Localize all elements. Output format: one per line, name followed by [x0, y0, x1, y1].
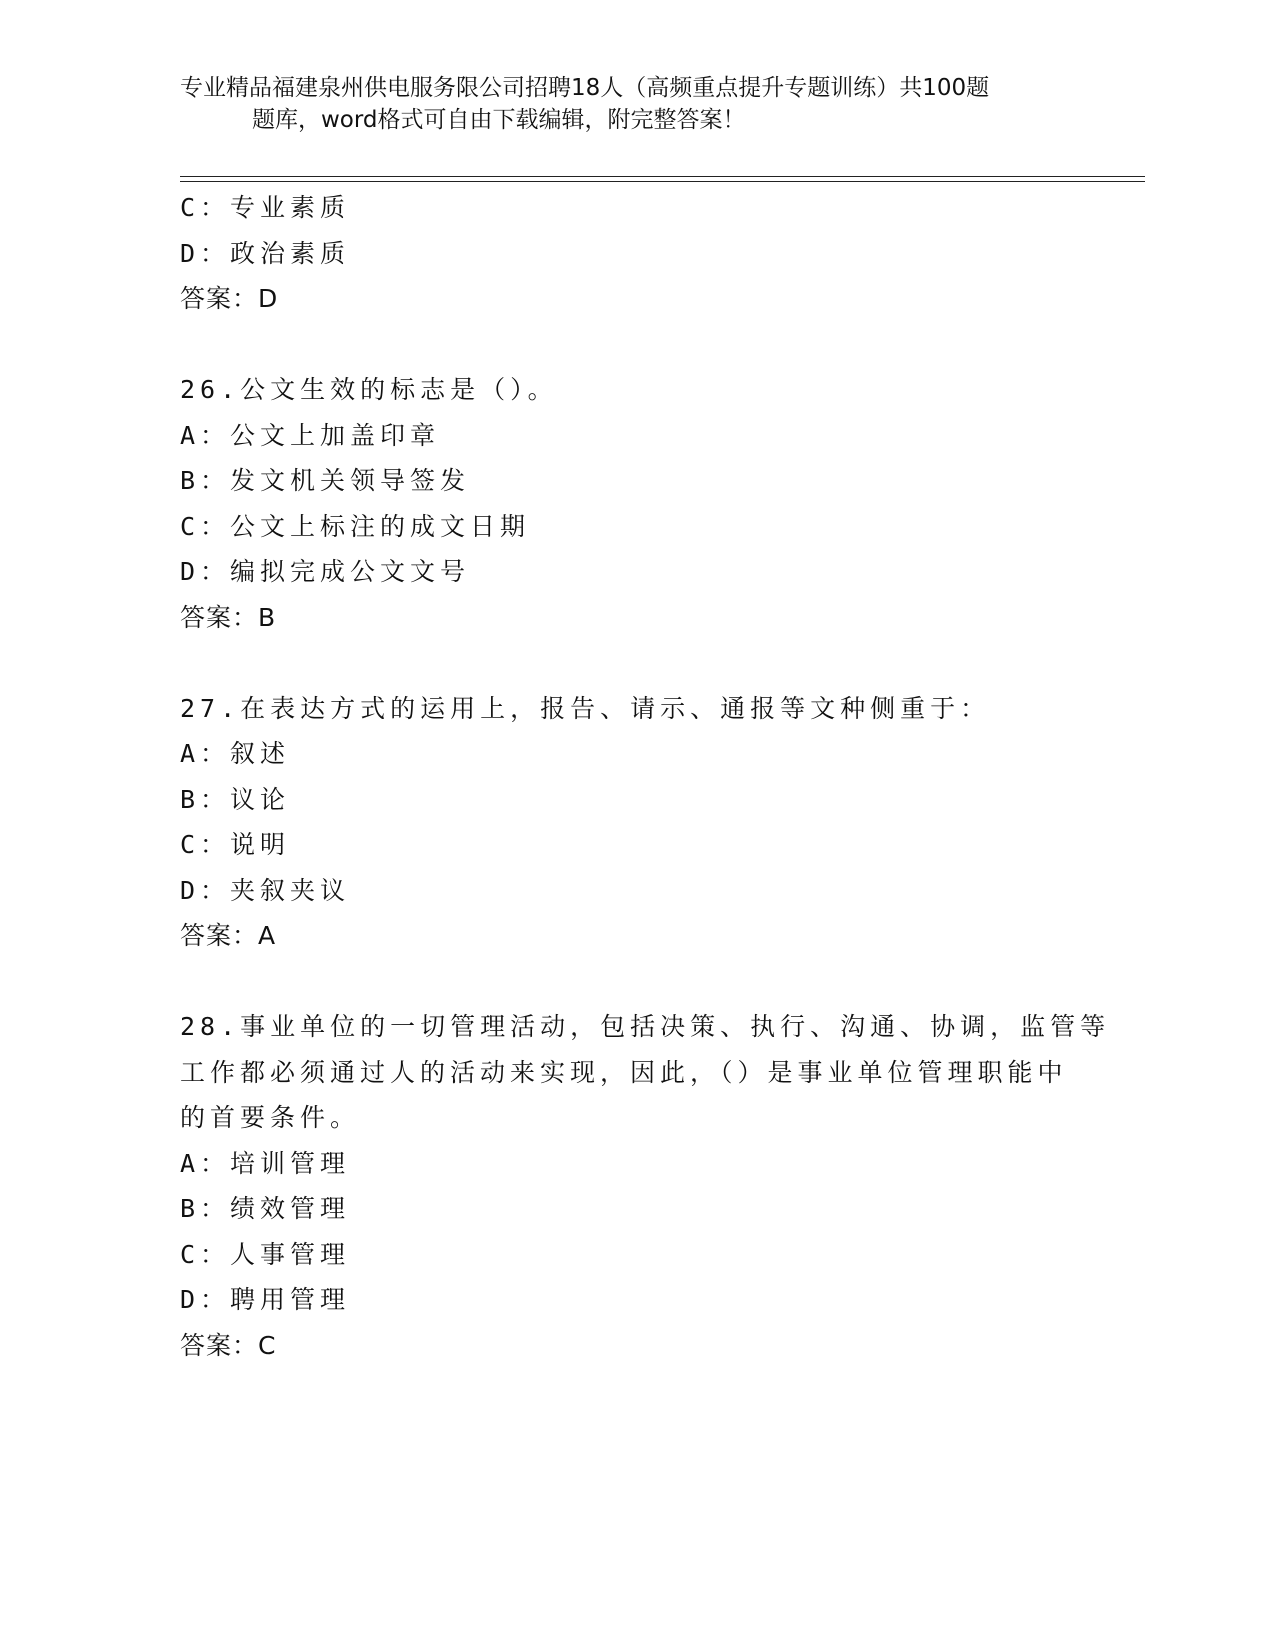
- option-c: C：公文上标注的成文日期: [180, 511, 531, 541]
- option-b: B：绩效管理: [180, 1194, 351, 1223]
- header-divider: [180, 176, 1145, 177]
- question-stem: 28.事业单位的一切管理活动，包括决策、执行、沟通、协调，监管等: [180, 1012, 1111, 1041]
- spacer: [180, 640, 1080, 686]
- header-title-line2: 题库，word格式可自由下载编辑，附完整答案！: [252, 107, 746, 133]
- option-c: C：人事管理: [180, 1239, 351, 1269]
- question-list: [180, 185, 1111, 1368]
- question-stem: 工作都必须通过人的活动来实现，因此，（）是事业单位管理职能中: [180, 1057, 1068, 1087]
- answer-line: 答案：C: [180, 1330, 277, 1360]
- header-divider: [180, 181, 1145, 182]
- option-d: D：政治素质: [180, 238, 351, 268]
- header-title-line1: 专业精品福建泉州供电服务限公司招聘18人（高频重点提升专题训练）共100题: [180, 75, 990, 101]
- question-stem: 27.在表达方式的运用上，报告、请示、通报等文种侧重于：: [180, 693, 991, 723]
- answer-line: 答案：A: [180, 921, 277, 950]
- page-header: [180, 72, 1080, 136]
- option-b: B：发文机关领导签发: [180, 466, 471, 495]
- option-a: A：培训管理: [180, 1148, 351, 1178]
- question-stem: 26.公文生效的标志是（）。: [180, 375, 558, 404]
- option-b: B：议论: [180, 784, 291, 814]
- option-c: C：专业素质: [180, 193, 351, 222]
- question-stem: 的首要条件。: [180, 1103, 361, 1132]
- option-c: C：说明: [180, 830, 291, 859]
- option-d: D：夹叙夹议: [180, 875, 351, 905]
- option-a: A：叙述: [180, 739, 291, 768]
- spacer: [180, 322, 1080, 368]
- option-d: D：聘用管理: [180, 1285, 351, 1314]
- answer-line: 答案：B: [180, 602, 277, 632]
- spacer: [180, 959, 1080, 1005]
- answer-line: 答案：D: [180, 284, 279, 313]
- option-a: A：公文上加盖印章: [180, 420, 441, 450]
- option-d: D：编拟完成公文文号: [180, 557, 471, 586]
